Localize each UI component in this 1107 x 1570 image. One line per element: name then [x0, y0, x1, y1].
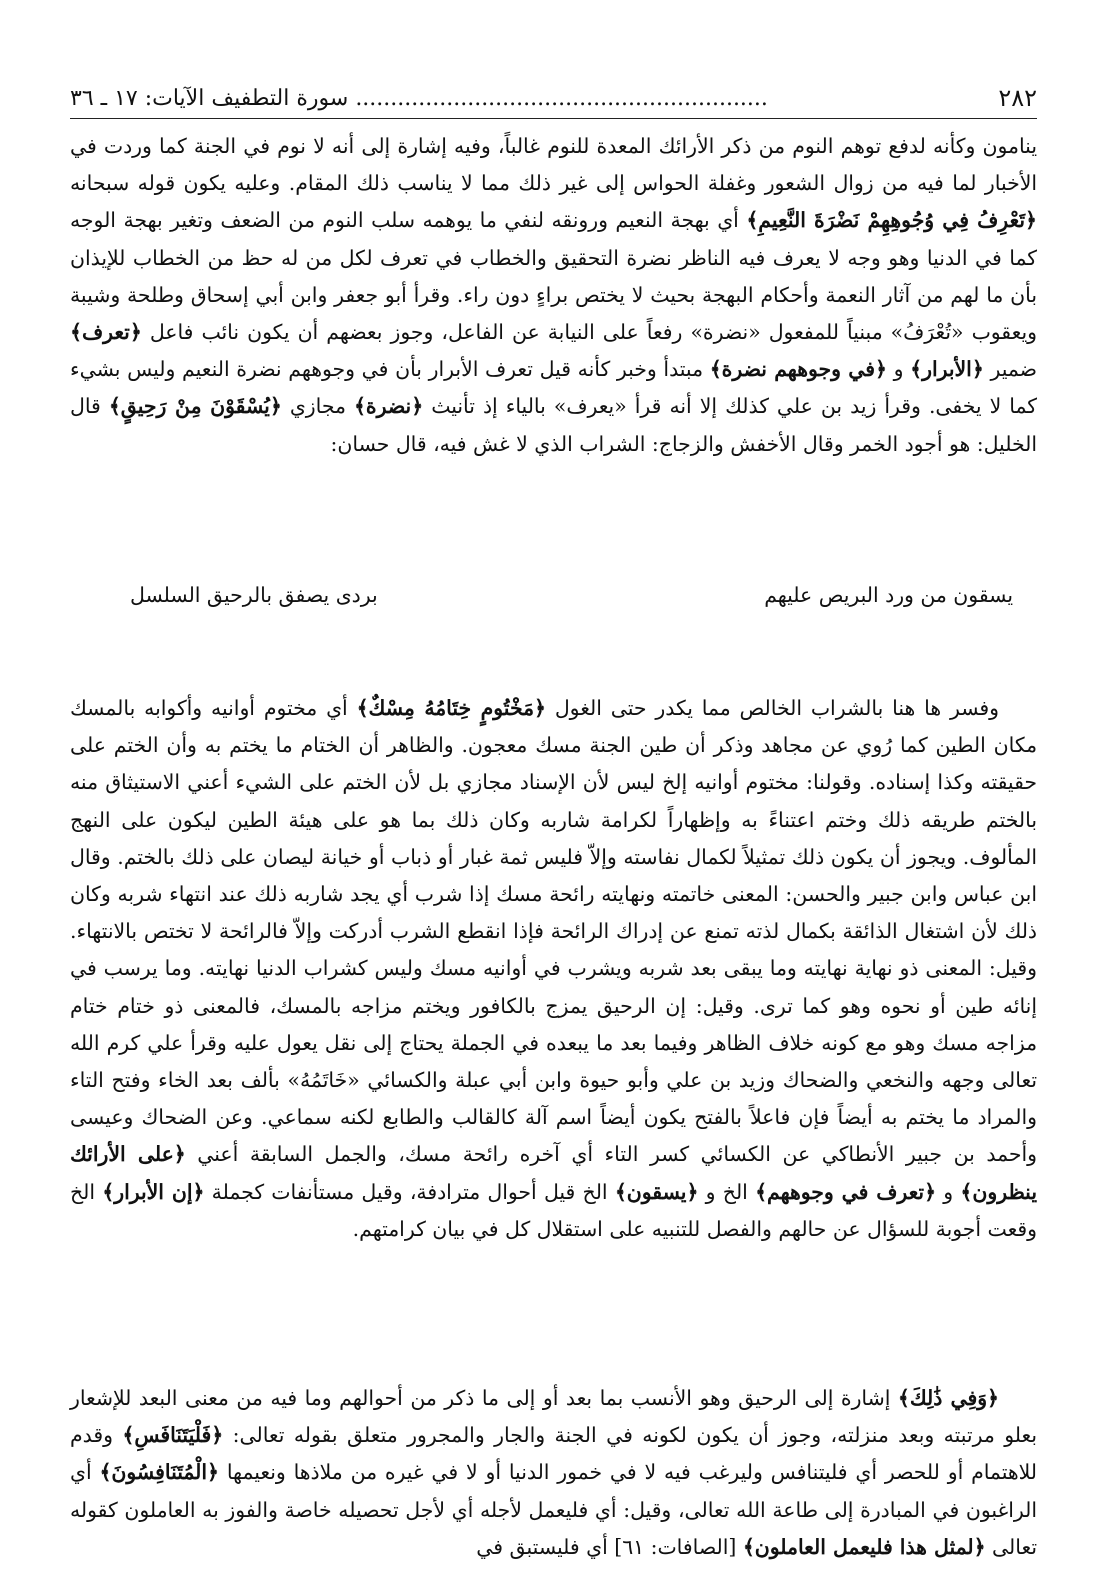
chapter-title: [70, 86, 986, 111]
text-run: الخ و: [698, 1179, 756, 1204]
quran-quote: ﴿إن الأبرار﴾: [102, 1179, 205, 1204]
text-run: ينامون وكأنه لدفع توهم النوم من ذكر الأرائك المعدة للنوم غالباً، وفيه إشارة إلى أنه لا نوم في الجنة كما وردت في الأخبار لما فيه من زوال الشعور وغفلة الحواس إلى غير ذلك مما لا يناسب ذلك المقام. وعليه يكون قوله سبحانه: [70, 134, 1037, 196]
text-run: وفسر ها هنا بالشراب الخالص مما يكدر حتى الغول: [545, 696, 999, 720]
quran-quote: ﴿الْمُتَنَافِسُونَ﴾: [99, 1460, 219, 1485]
quran-quote: ﴿يسقون﴾: [614, 1179, 699, 1204]
paragraph-2: [70, 690, 1037, 1248]
page-header: [70, 78, 1037, 119]
text-run: الخ قيل أحوال مترادفة، وقيل مستأنفات كجملة: [204, 1179, 615, 1204]
paragraph-3: [70, 1380, 1037, 1566]
text-run: و: [936, 1179, 961, 1204]
verse-first-hemistich: يسقون من ورد البريص عليهم: [764, 583, 1013, 607]
quran-quote: ﴿تَعْرِفُ فِي وُجُوهِهِمْ نَضْرَةَ النَّعِيمِ﴾: [746, 208, 1037, 233]
text-run: أي مختوم أوانيه وأكوابه بالمسك مكان الطين كما رُوي عن مجاهد وذكر أن طين الجنة مسك معجون. والظاهر أن الختام ما يختم به وأن الختم على حقيقته وكذا إسناده. وقولنا: مختوم أوانيه إلخ ليس لأن الإسناد مجازي بل لأن الختم على الشيء أعني الاستيثاق منه بالختم طريقه ذلك وختم اعتناءً به وإظهاراً لكرامة شاربه وكان ذلك بما هو على هيئة الطين ليكون على النهج المألوف. ويجوز أن يكون ذلك تمثيلاً لكمال نفاسته وإلاّ فليس ثمة غبار أو ذباب أو خيانة ليصان على ذلك بالختم. وقال ابن عباس وابن جبير والحسن: المعنى خاتمته ونهايته رائحة مسك إذا شرب أي يجد شاربه ذلك عند انتهاء شربه وكان ذلك لأن اشتغال الذائقة بكمال لذته تمنع عن إدراك الرائحة فإذا انقطع الشرب أدركت وإلاّ فالرائحة لا تختص بالانتهاء. وقيل: المعنى ذو نهاية نهايته وما يبقى بعد شربه ويشرب في أوانيه مسك وليس كشراب الدنيا نهايته. وما يرسب في إنائه طين أو نحوه وهو كما ترى. وقيل: إن الرحيق يمزج بالكافور ويختم مزاجه بالمسك، فالمعنى ذو ختام ختام مزاجه مسك وهو مع كونه خلاف الظاهر وفيما بعد ما يبعده في الجملة يحتاج إلى نقل يعول عليه وقرأ علي كرم الله تعالى وجهه والنخعي والضحاك وزيد بن علي وأبو حيوة وابن أبي عبلة والكسائي «خَاتَمُهُ» بألف بعد الخاء وفتح التاء والمراد ما يختم به أيضاً فإن فاعلاً بالفتح يكون أيضاً اسم آلة كالقالب والطابع لكنه سماعي. وعن الضحاك وعيسى وأحمد بن جبير الأنطاكي عن الكسائي كسر التاء أي آخره رائحة مسك، والجمل السابقة أعني: [70, 696, 1037, 1167]
text-run: مجازي: [281, 394, 354, 419]
text-run: ضمير: [983, 357, 1037, 382]
quran-quote: ﴿نضرة﴾: [353, 394, 424, 419]
quran-quote: ﴿تعرف في وجوههم﴾: [755, 1179, 937, 1204]
text-run: إشارة إلى الرحيق وهو الأنسب بما بعد أو إلى ما ذكر من أحوالهم وما فيه من معنى البعد للإشعار بعلو مرتبته وبعد منزلته، وجوز أن يكون لكونه في الجنة والجار والمجرور متعلق بقوله تعالى:: [70, 1386, 1038, 1448]
text-run: مبتدأ وخبر كأنه قيل تعرف الأبرار بأن في وجوههم نضرة النعيم وليس بشيء كما لا يخفى. وقرأ زيد بن علي كذلك إلا أنه قرأ «يعرف» بالياء إذ تأنيث: [70, 357, 1037, 419]
paragraph-1: [70, 128, 1037, 463]
quran-quote: ﴿تعرف﴾: [70, 320, 142, 345]
poem-verse: [70, 583, 1037, 607]
text-run: [الصافات: ٦١] أي فليستبق في: [476, 1534, 743, 1559]
quran-quote: ﴿فَلْيَتَنَافَسِ﴾: [122, 1423, 224, 1448]
quran-quote: ﴿في وجوههم نضرة﴾: [709, 357, 887, 382]
page-number: ٢٨٢: [998, 84, 1037, 112]
text-run: الخ وقعت أجوبة للسؤال عن حالهم والفصل للتنبيه على استقلال كل في بيان كرامتهم.: [70, 1179, 1037, 1241]
text-run: و: [886, 357, 911, 382]
quran-quote: ﴿لمثل هذا فليعمل العاملون﴾: [742, 1534, 986, 1559]
quran-quote: ﴿يُسْقَوْنَ مِنْ رَحِيقٍ﴾: [108, 394, 282, 419]
dot-leader: ...........................................................: [355, 85, 768, 111]
text-run: أي الراغبون في المبادرة إلى طاعة الله تعالى، وقيل: أي فليعمل لأجله أي لأجل تحصيله خاصة والفوز به العاملون كقوله تعالى: [70, 1460, 1037, 1559]
quran-quote: ﴿وَفِي ذَٰلِكَ﴾: [897, 1386, 999, 1410]
text-run: وقدم للاهتمام أو للحصر أي فليتنافس وليرغب فيه لا في خمور الدنيا أو لا في غيره من ملاذها ونعيمها: [70, 1423, 1038, 1485]
text-run: أي بهجة النعيم ورونقه لنفي ما يوهمه سلب النوم من الضعف وتغير بهجة الوجه كما في الدنيا وهو وجه لا يعرف فيه الناظر نضرة التحقيق والخطاب في تعرف لكل من له حظ من الخطاب للإيذان بأن ما لهم من آثار النعمة وأحكام البهجة بحيث لا يختص براءٍ دون راء. وقرأ أبو جعفر وابن أبي إسحاق وطلحة وشيبة ويعقوب «تُعْرَفُ» مبنياً للمفعول «نضرة» رفعاً على النيابة عن الفاعل، وجوز بعضهم أن يكون نائب فاعل: [70, 208, 1037, 345]
quran-quote: ﴿الأبرار﴾: [910, 357, 984, 382]
chapter-title-text: سورة التطفيف الآيات: ١٧ ـ ٣٦: [70, 85, 349, 111]
quran-quote: ﴿مَخْتُومٍ خِتَامُهُ مِسْكٌ﴾: [356, 696, 546, 720]
text-run: قال الخليل: هو أجود الخمر وقال الأخفش والزجاج: الشراب الذي لا غش فيه، قال حسان:: [70, 394, 1037, 456]
verse-second-hemistich: بردى يصفق بالرحيق السلسل: [130, 583, 378, 607]
quran-quote: ﴿على الأرائك ينظرون﴾: [70, 1142, 1037, 1204]
